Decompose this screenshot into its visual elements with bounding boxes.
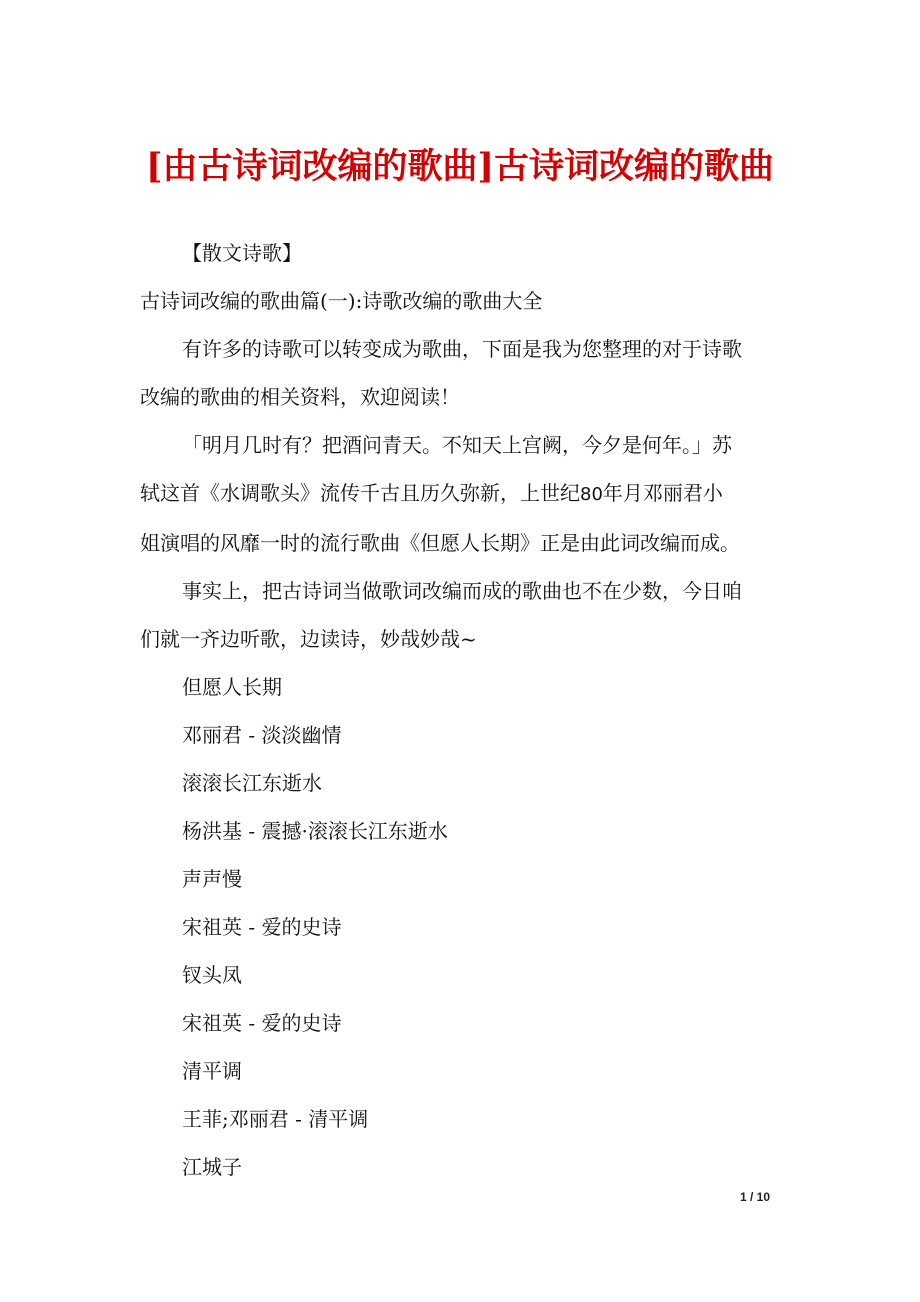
document-body (140, 229, 780, 1191)
page-title: [由古诗词改编的歌曲]古诗词改编的歌曲 (145, 146, 775, 187)
song-item: 杨洪基 - 震撼·滚滚长江东逝水 (182, 819, 448, 843)
page-number: 1 / 10 (740, 1190, 771, 1204)
quote-line-3: 姐演唱的风靡一时的流行歌曲《但愿人长期》正是由此词改编而成。 (140, 531, 740, 555)
song-item: 清平调 (182, 1059, 242, 1083)
quote-line-2-a: 轼这首《水调歌头》流传千古且历久弥新，上世纪 (140, 481, 580, 505)
intro-line-2: 改编的歌曲的相关资料，欢迎阅读！ (140, 385, 460, 409)
song-item: 宋祖英 - 爱的史诗 (182, 1011, 342, 1035)
song-item: 宋祖英 - 爱的史诗 (182, 915, 342, 939)
intro-paragraph (140, 325, 780, 421)
quote-line-1: 「明月几时有？把酒问青天。不知天上宫阙，今夕是何年。」苏 (182, 433, 732, 457)
song-list (140, 663, 780, 1191)
intro-line-1: 有许多的诗歌可以转变成为歌曲，下面是我为您整理的对于诗歌 (182, 337, 742, 361)
category-label: 【散文诗歌】 (182, 241, 302, 265)
song-item: 邓丽君 - 淡淡幽情 (182, 723, 342, 747)
song-item: 滚滚长江东逝水 (182, 771, 322, 795)
song-item: 声声慢 (182, 867, 242, 891)
quote-line-2-b: 年月邓丽君小 (602, 481, 723, 505)
song-item: 钗头凤 (182, 963, 242, 987)
song-item: 王菲;邓丽君 - 清平调 (182, 1107, 369, 1131)
fact-line-1: 事实上，把古诗词当做歌词改编而成的歌曲也不在少数，今日咱 (182, 579, 742, 603)
quote-paragraph (140, 421, 780, 567)
song-item: 但愿人长期 (182, 675, 282, 699)
fact-paragraph (140, 567, 780, 663)
quote-line-2-number: 80 (580, 484, 603, 505)
song-item: 江城子 (182, 1155, 242, 1179)
fact-line-2: 们就一齐边听歌，边读诗，妙哉妙哉~ (140, 627, 477, 651)
subtitle: 古诗词改编的歌曲篇(一):诗歌改编的歌曲大全 (140, 289, 543, 313)
quote-line-2 (140, 469, 780, 519)
